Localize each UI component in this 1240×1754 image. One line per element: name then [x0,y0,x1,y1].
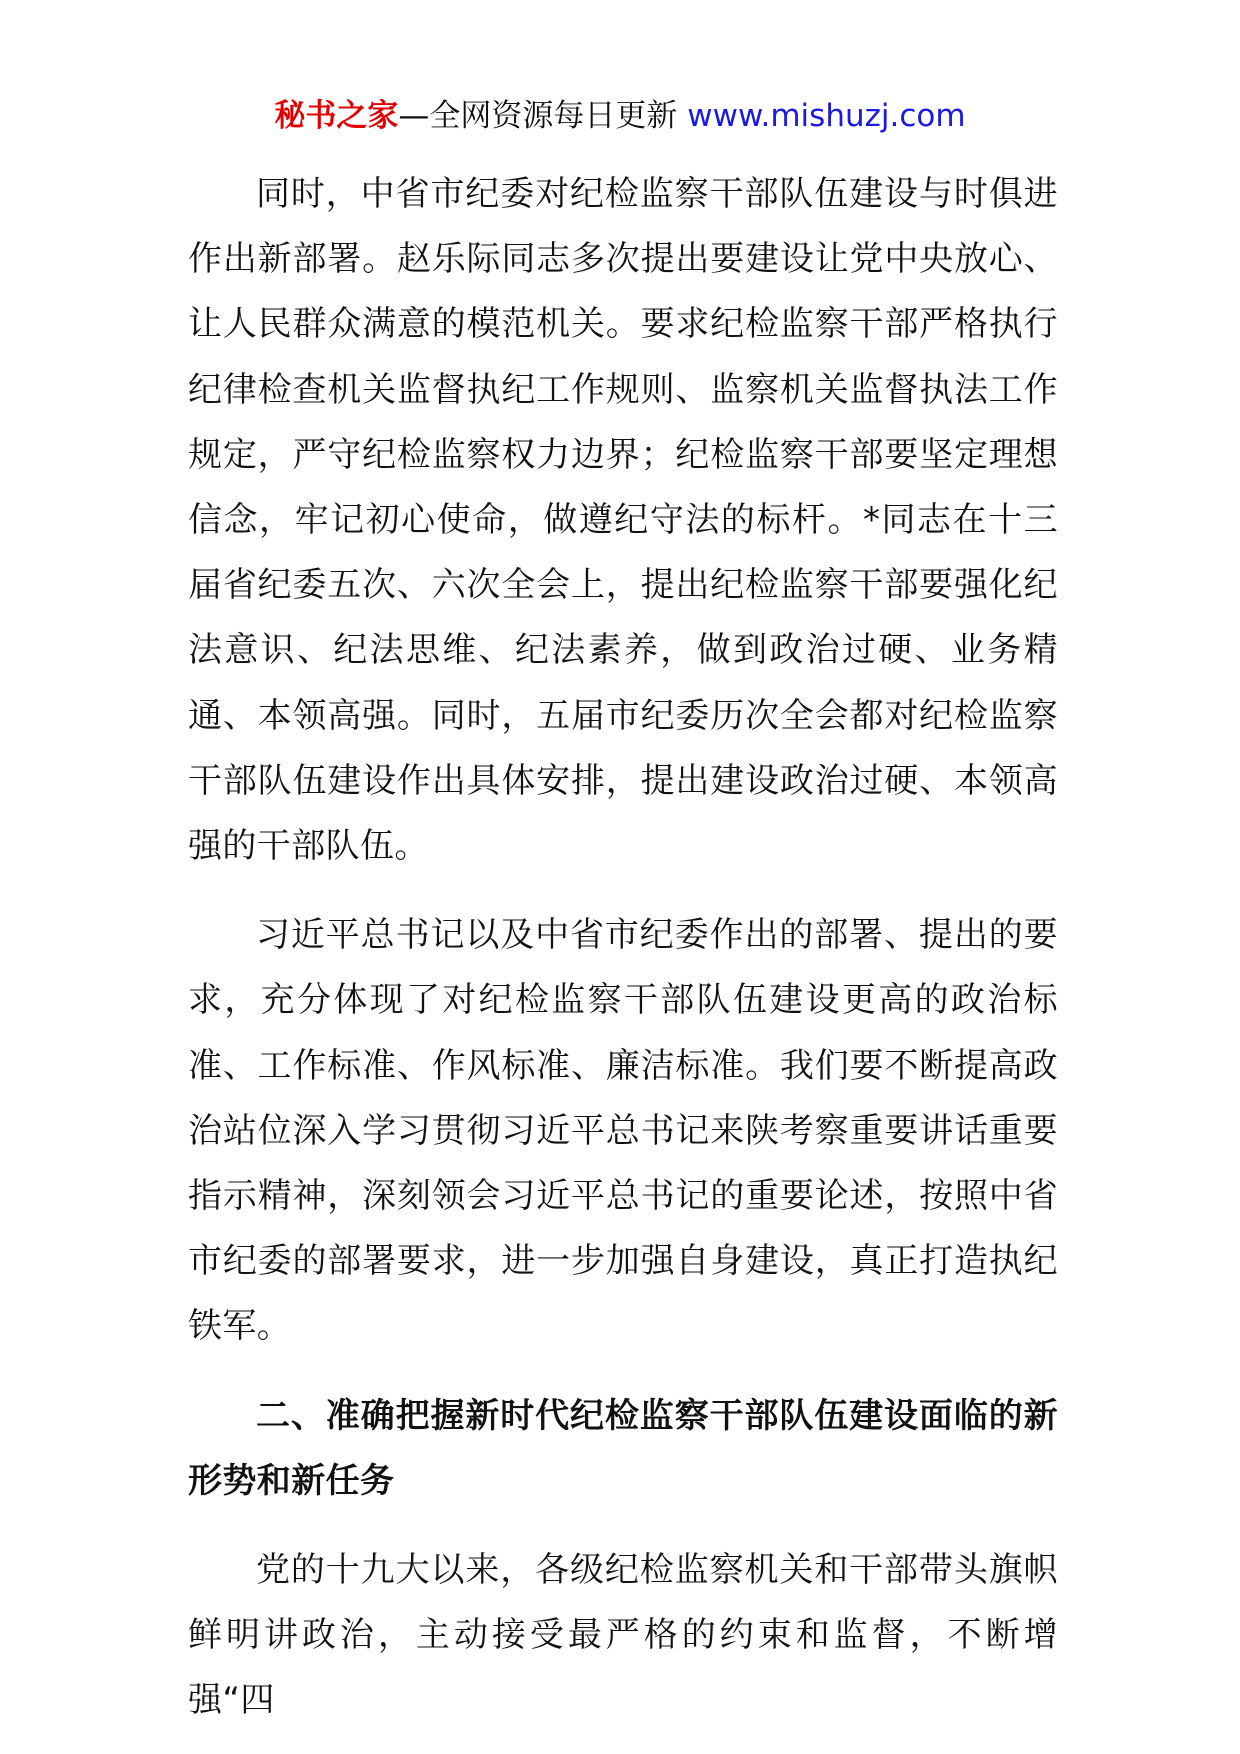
site-url[interactable]: www.mishuzj.com [687,98,966,134]
body-paragraph: 党的十九大以来，各级纪检监察机关和干部带头旗帜鲜明讲政治，主动接受最严格的约束和监督，不断增强“四 [188,1549,1058,1721]
section-heading: 二、准确把握新时代纪检监察干部队伍建设面临的新形势和新任务 [188,1395,1058,1501]
site-tagline: —全网资源每日更新 [398,98,678,134]
body-paragraph: 习近平总书记以及中省市纪委作出的部署、提出的要求，充分体现了对纪检监察干部队伍建设更高的政治标准、工作标准、作风标准、廉洁标准。我们要不断提高政治站位深入学习贯彻习近平总书记来陕考察重要讲话重要指示精神，深刻领会习近平总书记的重要论述，按照中省市纪委的部署要求，进一步加强自身建设，真正打造执纪铁军。 [188,915,1058,1347]
document-body [188,162,1058,1733]
site-brand: 秘书之家 [274,98,399,134]
site-header [0,96,1240,136]
body-paragraph: 同时，中省市纪委对纪检监察干部队伍建设与时俱进作出新部署。赵乐际同志多次提出要建设让党中央放心、让人民群众满意的模范机关。要求纪检监察干部严格执行纪律检查机关监督执纪工作规则、监察机关监督执法工作规定，严守纪检监察权力边界；纪检监察干部要坚定理想信念，牢记初心使命，做遵纪守法的标杆。*同志在十三届省纪委五次、六次全会上，提出纪检监察干部要强化纪法意识、纪法思维、纪法素养，做到政治过硬、业务精通、本领高强。同时，五届市纪委历次全会都对纪检监察干部队伍建设作出具体安排，提出建设政治过硬、本领高强的干部队伍。 [188,174,1058,867]
